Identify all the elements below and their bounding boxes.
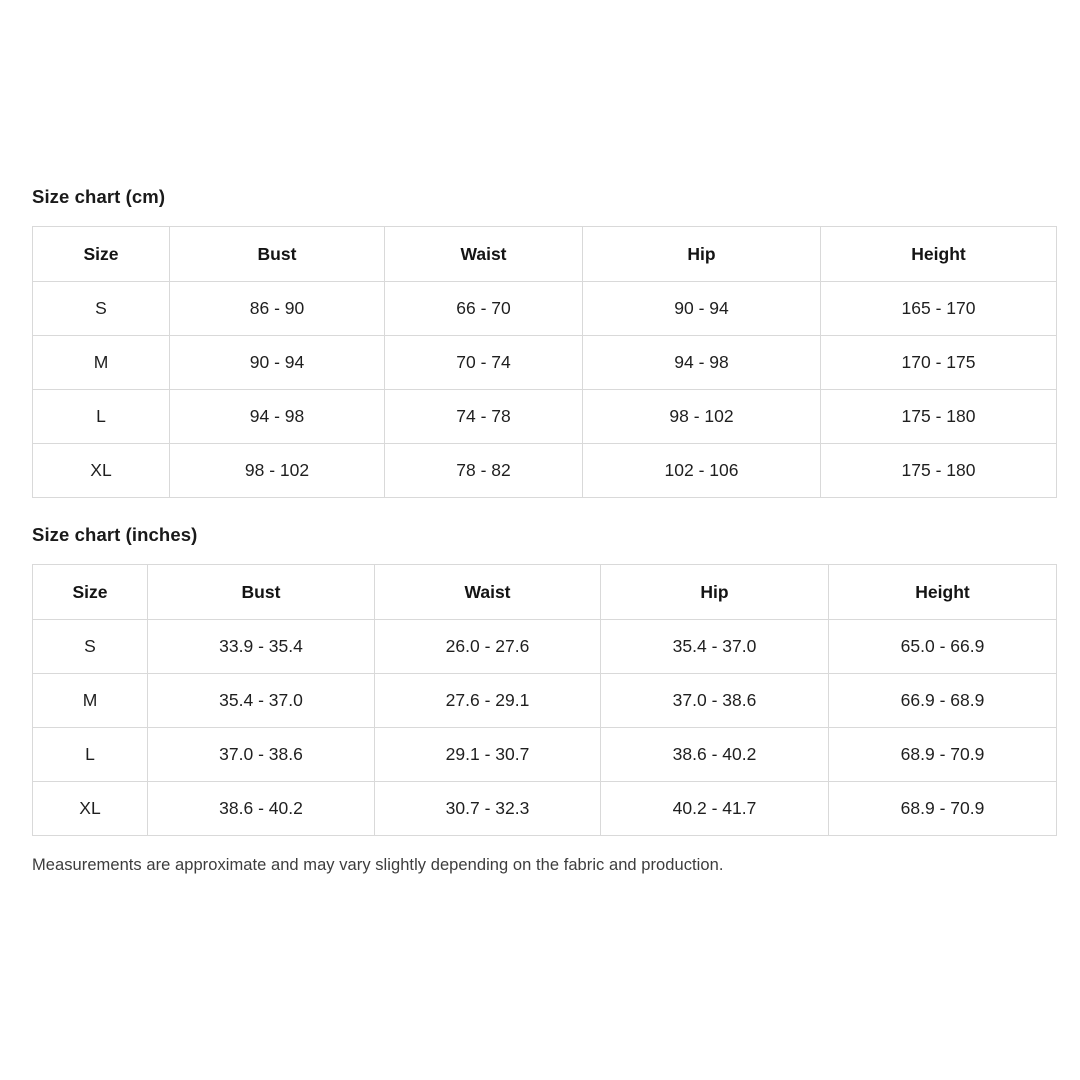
cell-hip: 35.4 - 37.0: [601, 620, 829, 674]
cell-hip: 98 - 102: [583, 390, 821, 444]
cell-waist: 27.6 - 29.1: [375, 674, 601, 728]
column-header-hip: Hip: [583, 227, 821, 282]
table-row: [33, 782, 1057, 836]
cell-height: 175 - 180: [821, 444, 1057, 498]
cell-waist: 70 - 74: [385, 336, 583, 390]
cell-height: 175 - 180: [821, 390, 1057, 444]
cell-hip: 102 - 106: [583, 444, 821, 498]
column-header-bust: Bust: [148, 565, 375, 620]
table-row: [33, 728, 1057, 782]
cell-hip: 38.6 - 40.2: [601, 728, 829, 782]
cell-size: S: [33, 282, 170, 336]
cell-size: S: [33, 620, 148, 674]
cell-bust: 35.4 - 37.0: [148, 674, 375, 728]
column-header-waist: Waist: [385, 227, 583, 282]
cell-height: 66.9 - 68.9: [829, 674, 1057, 728]
cell-height: 65.0 - 66.9: [829, 620, 1057, 674]
cell-height: 68.9 - 70.9: [829, 782, 1057, 836]
column-header-size: Size: [33, 565, 148, 620]
column-header-size: Size: [33, 227, 170, 282]
cell-height: 170 - 175: [821, 336, 1057, 390]
column-header-height: Height: [821, 227, 1057, 282]
table-header-row: [33, 565, 1057, 620]
cell-bust: 90 - 94: [170, 336, 385, 390]
cell-bust: 86 - 90: [170, 282, 385, 336]
cell-bust: 33.9 - 35.4: [148, 620, 375, 674]
table-header-row: [33, 227, 1057, 282]
cell-waist: 78 - 82: [385, 444, 583, 498]
cell-size: M: [33, 674, 148, 728]
cell-hip: 37.0 - 38.6: [601, 674, 829, 728]
table-row: [33, 444, 1057, 498]
cell-size: L: [33, 390, 170, 444]
cell-bust: 37.0 - 38.6: [148, 728, 375, 782]
measurements-footnote: Measurements are approximate and may vary slightly depending on the fabric and production.: [32, 856, 724, 874]
cell-size: M: [33, 336, 170, 390]
table-row: [33, 620, 1057, 674]
column-header-hip: Hip: [601, 565, 829, 620]
size-chart-cm-table: [32, 226, 1057, 498]
cell-waist: 66 - 70: [385, 282, 583, 336]
cell-waist: 26.0 - 27.6: [375, 620, 601, 674]
column-header-bust: Bust: [170, 227, 385, 282]
cell-hip: 94 - 98: [583, 336, 821, 390]
table-row: [33, 336, 1057, 390]
cell-waist: 30.7 - 32.3: [375, 782, 601, 836]
cell-bust: 98 - 102: [170, 444, 385, 498]
column-header-height: Height: [829, 565, 1057, 620]
cell-hip: 40.2 - 41.7: [601, 782, 829, 836]
cell-bust: 38.6 - 40.2: [148, 782, 375, 836]
inches-chart-title: Size chart (inches): [32, 524, 198, 545]
cell-size: XL: [33, 782, 148, 836]
cell-size: L: [33, 728, 148, 782]
cell-bust: 94 - 98: [170, 390, 385, 444]
cell-waist: 29.1 - 30.7: [375, 728, 601, 782]
cell-hip: 90 - 94: [583, 282, 821, 336]
column-header-waist: Waist: [375, 565, 601, 620]
table-row: [33, 282, 1057, 336]
cell-waist: 74 - 78: [385, 390, 583, 444]
table-row: [33, 390, 1057, 444]
size-chart-inches-table: [32, 564, 1057, 836]
table-row: [33, 674, 1057, 728]
cell-height: 68.9 - 70.9: [829, 728, 1057, 782]
cell-size: XL: [33, 444, 170, 498]
cell-height: 165 - 170: [821, 282, 1057, 336]
cm-chart-title: Size chart (cm): [32, 186, 166, 207]
